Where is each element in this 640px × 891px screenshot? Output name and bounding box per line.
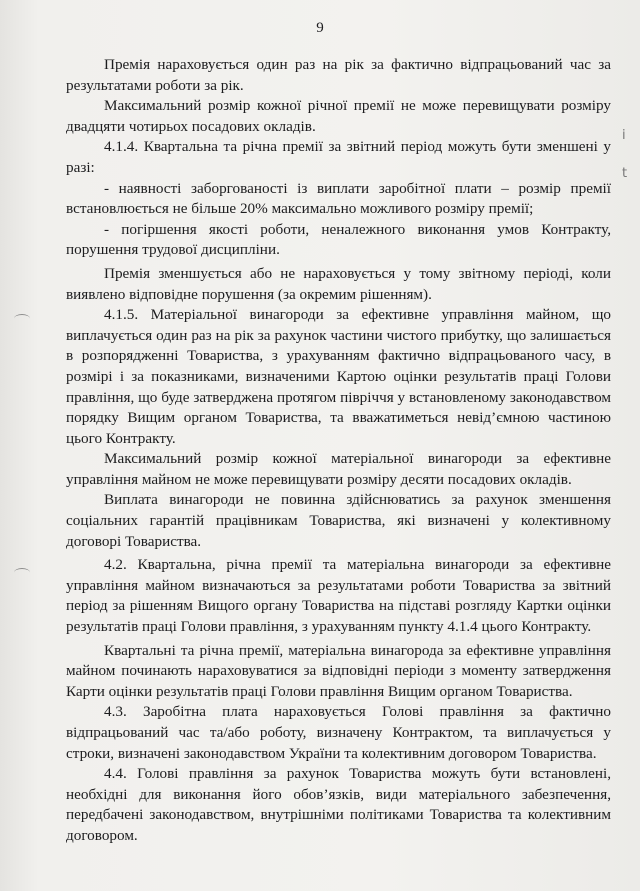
paragraph-4-3: 4.3. Заробітна плата нараховується Голові правління за фактично відпрацьований час та/або роботу, визначену Контрактом, та виплачується у строки, визначені законодавством України та колективним договором Товариства. [66, 703, 611, 762]
margin-mark-1: i [622, 128, 626, 143]
paragraph-4-2: 4.2. Квартальна, річна премії та матеріальна винагороди за ефективне управління майном визначаються за результатами роботи Товариства за звітний період за рішенням Вищого органу Товариства на підставі розгляду Картки оцінки результатів праці Голови правління, з урахуванням пункту 4.1.4 цього Контракту. [66, 556, 611, 636]
margin-mark-2: t [622, 166, 628, 181]
paragraph-annual-bonus: Премія нараховується один раз на рік за фактично відпрацьований час за результатами роботи за рік. [66, 56, 611, 94]
paragraph-reward-max: Максимальний розмір кожної матеріальної винагороди за ефективне управління майном не може перевищувати розміру десяти посадових окладів. [66, 450, 611, 488]
paragraph-accrual-start: Квартальні та річна премії, матеріальна винагорода за ефективне управління майном починають нараховуватися за відповідні періоди з моменту затвердження Карти оцінки результатів праці Голови правління Вищим органом Товариства. [66, 641, 611, 700]
list-item-wage-arrears: - наявності заборгованості із виплати заробітної плати – розмір премії встановлюється не більше 20% максимально можливого розміру премії; [66, 179, 611, 218]
paragraph-4-1-5: 4.1.5. Матеріальної винагороди за ефективне управління майном, що виплачується один раз на рік за рахунок частини чистого прибутку, що залишається в розпорядженні Товариства, з урахуванням фактично відпрацьованого часу, в розмірі і за показниками, визначеними Картою оцінки результатів праці Голови правління, що буде затверджена протягом півріччя у встановленому законодавством порядку Вищим органом Товариства, та вважатиметься невід’ємною частиною цього Контракту. [66, 306, 611, 447]
page-number: 9 [316, 20, 324, 36]
binding-hole-mark-bottom [14, 568, 30, 577]
document-body [66, 55, 611, 847]
list-item-work-quality: - погіршення якості роботи, неналежного виконання умов Контракту, порушення трудової дисципліни. [66, 220, 611, 259]
paragraph-annual-bonus-max: Максимальний розмір кожної річної премії не може перевищувати розміру двадцяти чотирьох посадових окладів. [66, 97, 611, 135]
paragraph-4-1-4: 4.1.4. Квартальна та річна премії за звітний період можуть бути зменшені у разі: [66, 138, 611, 176]
paragraph-reward-payment: Виплата винагороди не повинна здійснюватись за рахунок зменшення соціальних гарантій працівникам Товариства, які визначені у колективному договорі Товариства. [66, 491, 611, 550]
paragraph-4-4: 4.4. Голові правління за рахунок Товариства можуть бути встановлені, необхідні для виконання його обов’язків, види матеріального забезпечення, передбачені законодавством, внутрішніми політиками Товариства та колективним договором. [66, 765, 611, 844]
binding-hole-mark-top [14, 314, 30, 323]
paragraph-bonus-reduction: Премія зменшується або не нараховується у тому звітному періоді, коли виявлено відповідне порушення (за окремим рішенням). [66, 264, 611, 303]
